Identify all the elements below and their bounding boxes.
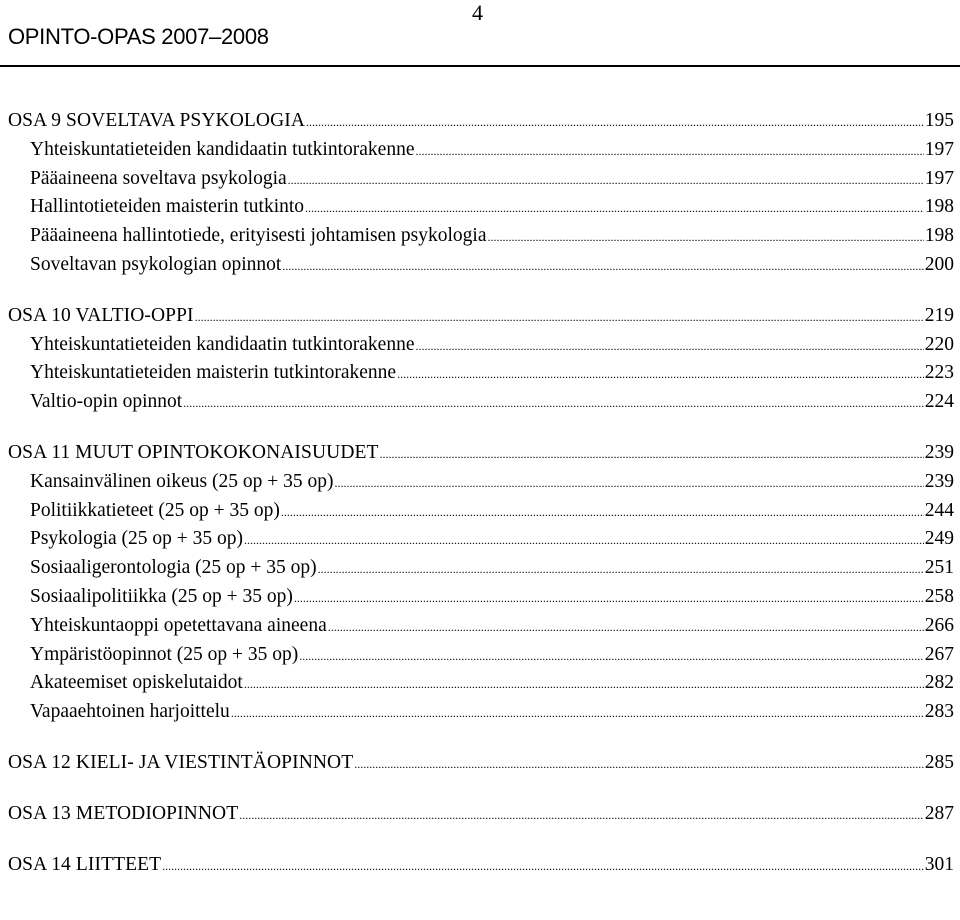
page-number: 4 <box>472 0 483 25</box>
toc-entry[interactable] <box>30 672 954 702</box>
toc-entry[interactable] <box>30 500 954 530</box>
toc-dot-leader <box>162 859 924 874</box>
toc-dot-leader <box>299 649 923 664</box>
toc-dot-leader <box>183 396 924 411</box>
toc-entry-page: 219 <box>924 304 954 326</box>
toc-entry-label: OSA 14 LIITTEET <box>8 853 162 875</box>
toc-dot-leader <box>294 591 924 606</box>
toc-entry[interactable] <box>30 528 954 558</box>
toc-entry-page: 282 <box>924 672 954 694</box>
toc-entry[interactable] <box>30 557 954 587</box>
toc-entry-page: 223 <box>924 362 954 384</box>
toc-entry-label: Akateemiset opiskelutaidot <box>30 672 243 694</box>
toc-entry-page: 197 <box>924 167 954 189</box>
toc-entry[interactable] <box>30 196 954 226</box>
toc-entry-page: 220 <box>924 333 954 355</box>
toc-entry-page: 258 <box>924 586 954 607</box>
toc-dot-leader <box>231 706 924 721</box>
toc-dot-leader <box>281 505 924 520</box>
toc-entry[interactable] <box>30 391 954 421</box>
toc-entry-page: 198 <box>924 196 954 218</box>
toc-section-entry[interactable] <box>8 305 954 335</box>
toc-entry[interactable] <box>30 168 954 198</box>
toc-dot-leader <box>415 144 923 159</box>
toc-dot-leader <box>415 339 923 354</box>
toc-entry-label: Sosiaalipolitiikka (25 op + 35 op) <box>30 586 293 607</box>
toc-entry-label: Ympäristöopinnot (25 op + 35 op) <box>30 643 299 665</box>
toc-entry-label: Hallintotieteiden maisterin tutkinto <box>30 196 305 218</box>
toc-entry-page: 285 <box>924 752 954 773</box>
toc-entry-label: OSA 11 MUUT OPINTOKOKONAISUUDET <box>8 442 379 463</box>
toc-entry-page: 283 <box>924 701 954 723</box>
toc-dot-leader <box>328 620 924 635</box>
toc-entry-label: Yhteiskuntatieteiden kandidaatin tutkintorakenne <box>30 333 415 355</box>
toc-section-entry[interactable] <box>8 442 954 472</box>
toc-entry-label: Sosiaaligerontologia (25 op + 35 op) <box>30 557 317 579</box>
toc-entry-page: 301 <box>924 853 954 875</box>
toc-dot-leader <box>239 808 924 823</box>
toc-entry-page: 251 <box>924 557 954 579</box>
toc-entry[interactable] <box>30 644 954 674</box>
toc-entry[interactable] <box>30 471 954 501</box>
toc-entry-label: OSA 10 VALTIO-OPPI <box>8 304 194 326</box>
toc-dot-leader <box>244 677 924 692</box>
toc-entry[interactable] <box>30 225 954 255</box>
toc-entry[interactable] <box>30 254 954 284</box>
toc-entry-page: 267 <box>924 643 954 665</box>
toc-dot-leader <box>380 447 924 462</box>
toc-dot-leader <box>306 115 924 130</box>
toc-entry-label: Kansainvälinen oikeus (25 op + 35 op) <box>30 470 334 492</box>
toc-dot-leader <box>288 173 924 188</box>
toc-entry-label: Politiikkatieteet (25 op + 35 op) <box>30 499 280 521</box>
toc-dot-leader <box>397 367 924 382</box>
toc-entry-label: Vapaaehtoinen harjoittelu <box>30 701 230 723</box>
toc-entry-label: Yhteiskuntaoppi opetettavana aineena <box>30 614 327 636</box>
toc-dot-leader <box>318 562 924 577</box>
toc-entry-label: Yhteiskuntatieteiden kandidaatin tutkintorakenne <box>30 138 415 160</box>
toc-entry[interactable] <box>30 139 954 169</box>
toc-entry-label: OSA 12 KIELI- JA VIESTINTÄOPINNOT <box>8 752 354 773</box>
toc-entry-label: Yhteiskuntatieteiden maisterin tutkintorakenne <box>30 362 397 384</box>
toc-entry-label: OSA 9 SOVELTAVA PSYKOLOGIA <box>8 110 306 131</box>
toc-entry-label: Pääaineena soveltava psykologia <box>30 167 287 189</box>
toc-section-entry[interactable] <box>8 752 954 782</box>
toc-entry-page: 239 <box>924 470 954 492</box>
document-title: OPINTO-OPAS 2007–2008 <box>8 24 269 49</box>
header-divider <box>0 65 960 67</box>
toc-entry-label: Pääaineena hallintotiede, erityisesti johtamisen psykologia <box>30 225 487 247</box>
toc-entry-label: Valtio-opin opinnot <box>30 391 183 413</box>
toc-entry-page: 224 <box>924 391 954 413</box>
toc-entry-label: Soveltavan psykologian opinnot <box>30 254 282 275</box>
toc-dot-leader <box>354 757 923 772</box>
toc-dot-leader <box>195 310 924 325</box>
toc-entry[interactable] <box>30 362 954 392</box>
toc-dot-leader <box>305 201 924 216</box>
toc-dot-leader <box>488 230 924 245</box>
toc-section-entry[interactable] <box>8 110 954 140</box>
toc-entry-page: 195 <box>924 110 954 131</box>
toc-dot-leader <box>282 259 923 274</box>
toc-dot-leader <box>334 476 923 491</box>
toc-entry-page: 287 <box>924 802 954 824</box>
toc-entry[interactable] <box>30 586 954 616</box>
toc-entry-page: 200 <box>924 254 954 275</box>
toc-entry-page: 198 <box>924 225 954 247</box>
toc-entry-page: 244 <box>924 499 954 521</box>
toc-entry-page: 239 <box>924 442 954 463</box>
toc-section-entry[interactable] <box>8 854 954 884</box>
toc-entry[interactable] <box>30 615 954 645</box>
toc-section-entry[interactable] <box>8 803 954 833</box>
toc-entry-page: 197 <box>924 138 954 160</box>
toc-entry[interactable] <box>30 334 954 364</box>
toc-entry-page: 266 <box>924 614 954 636</box>
page-header <box>0 0 960 66</box>
toc-entry[interactable] <box>30 701 954 731</box>
toc-dot-leader <box>244 533 924 548</box>
toc-entry-label: Psykologia (25 op + 35 op) <box>30 528 244 550</box>
toc-entry-label: OSA 13 METODIOPINNOT <box>8 802 239 824</box>
toc-entry-page: 249 <box>924 528 954 550</box>
